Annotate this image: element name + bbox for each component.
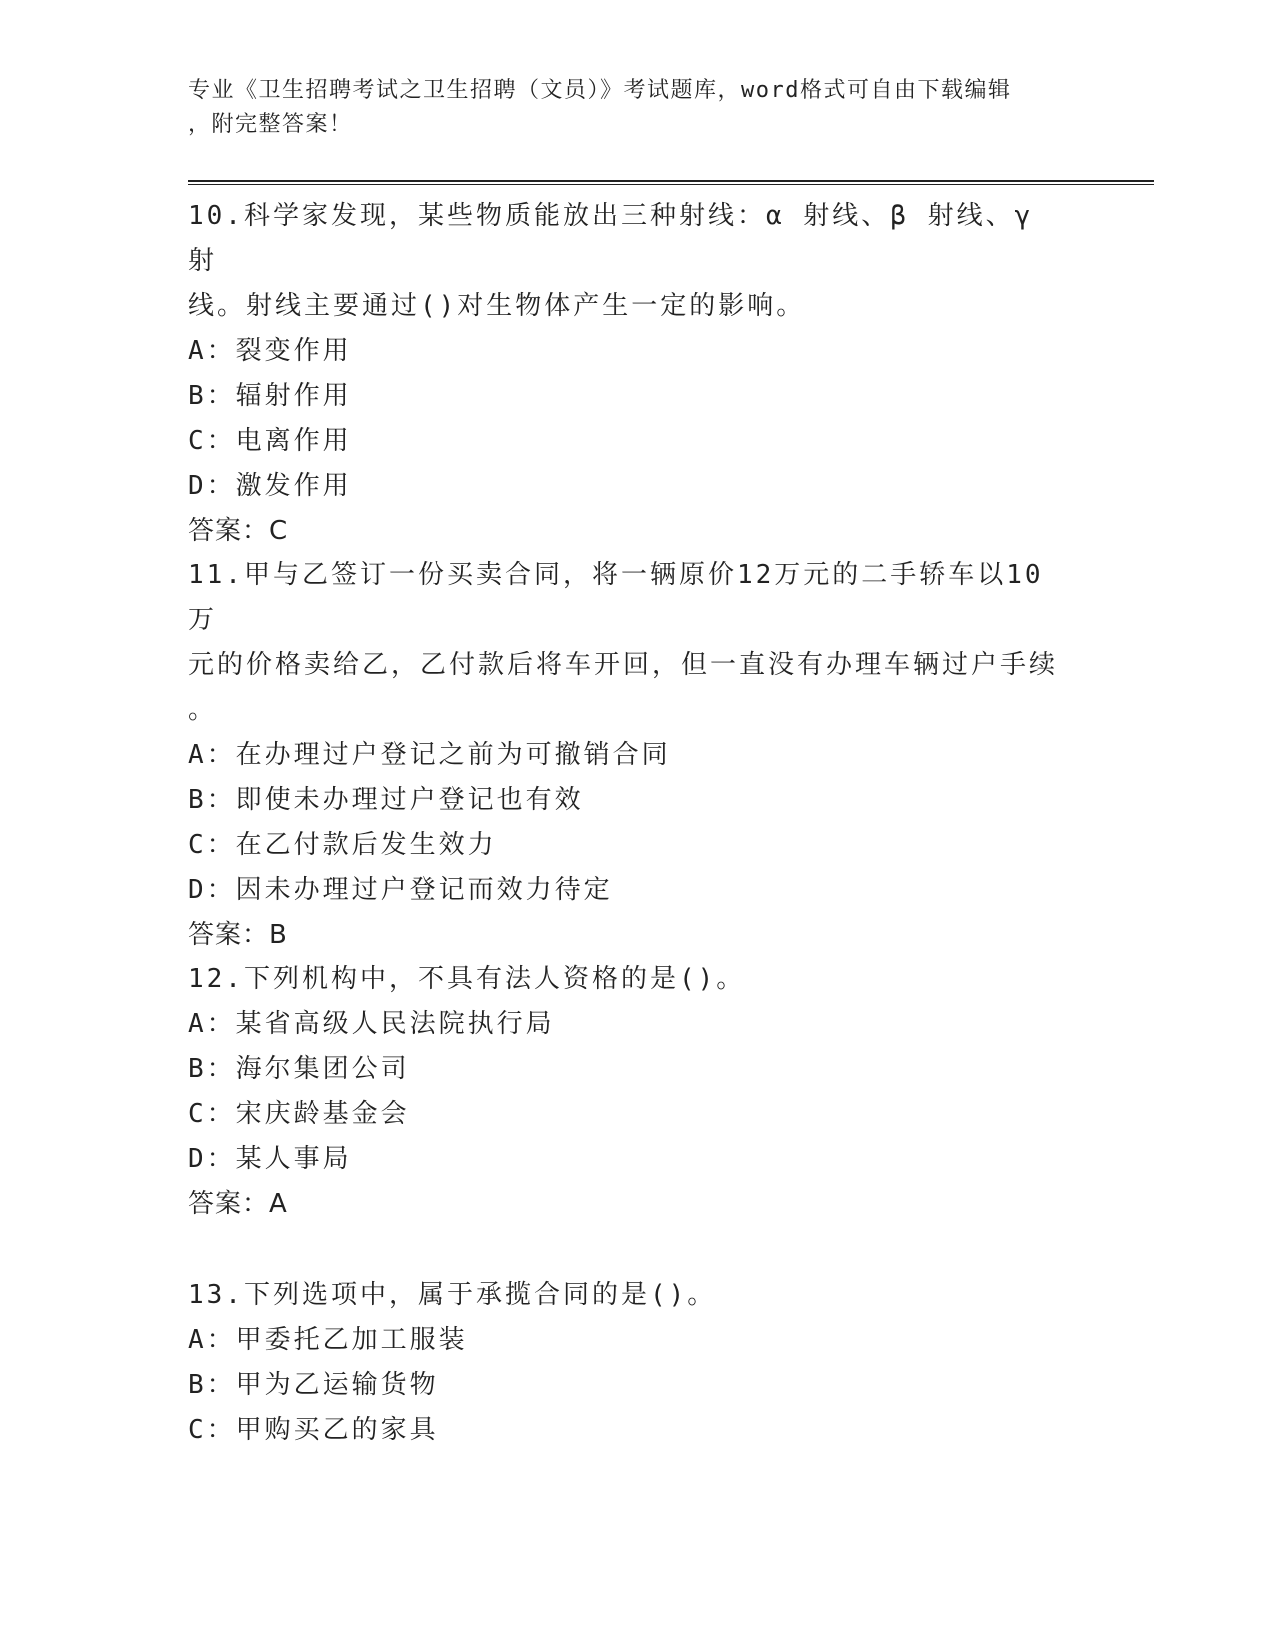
document-header (188, 74, 1068, 142)
question-11-line-1: 11.甲与乙签订一份买卖合同，将一辆原价12万元的二手轿车以10万 (188, 560, 1044, 635)
question-13-option-a: A：甲委托乙加工服装 (188, 1325, 468, 1355)
header-divider-thick (188, 180, 1154, 182)
question-10 (188, 194, 1068, 554)
header-line-1: 专业《卫生招聘考试之卫生招聘（文员）》考试题库，word格式可自由下载编辑 (188, 78, 1012, 103)
question-13-option-b: B：甲为乙运输货物 (188, 1370, 439, 1400)
question-12-line-1: 12.下列机构中，不具有法人资格的是()。 (188, 964, 746, 994)
question-12-option-a: A：某省高级人民法院执行局 (188, 1009, 555, 1039)
question-10-option-a: A：裂变作用 (188, 336, 352, 366)
question-11-option-b: B：即使未办理过户登记也有效 (188, 785, 584, 815)
question-11-option-c: C：在乙付款后发生效力 (188, 830, 497, 860)
question-10-option-d: D：激发作用 (188, 471, 352, 501)
question-12-option-b: B：海尔集团公司 (188, 1054, 410, 1084)
question-10-option-c: C：电离作用 (188, 426, 352, 456)
question-10-line-1: 10.科学家发现，某些物质能放出三种射线：α 射线、β 射线、γ 射 (188, 201, 1052, 276)
question-11-option-a: A：在办理过户登记之前为可撤销合同 (188, 740, 671, 770)
question-12 (188, 957, 1068, 1227)
question-12-option-c: C：宋庆龄基金会 (188, 1099, 410, 1129)
question-10-option-b: B：辐射作用 (188, 381, 352, 411)
question-11 (188, 553, 1068, 958)
question-13-option-c: C：甲购买乙的家具 (188, 1415, 439, 1445)
question-12-answer: 答案：A (188, 1189, 288, 1219)
question-13-line-1: 13.下列选项中，属于承揽合同的是()。 (188, 1280, 717, 1310)
question-13 (188, 1273, 1068, 1453)
header-divider-thin (188, 184, 1154, 185)
question-11-line-3: 。 (188, 695, 218, 725)
question-11-answer: 答案：B (188, 920, 288, 950)
question-10-answer: 答案：C (188, 516, 289, 546)
question-11-line-2: 元的价格卖给乙，乙付款后将车开回，但一直没有办理车辆过户手续 (188, 650, 1059, 680)
header-line-2: ，附完整答案！ (188, 112, 353, 137)
question-10-line-2: 线。射线主要通过()对生物体产生一定的影响。 (188, 291, 806, 321)
question-12-option-d: D：某人事局 (188, 1144, 352, 1174)
question-11-option-d: D：因未办理过户登记而效力待定 (188, 875, 613, 905)
